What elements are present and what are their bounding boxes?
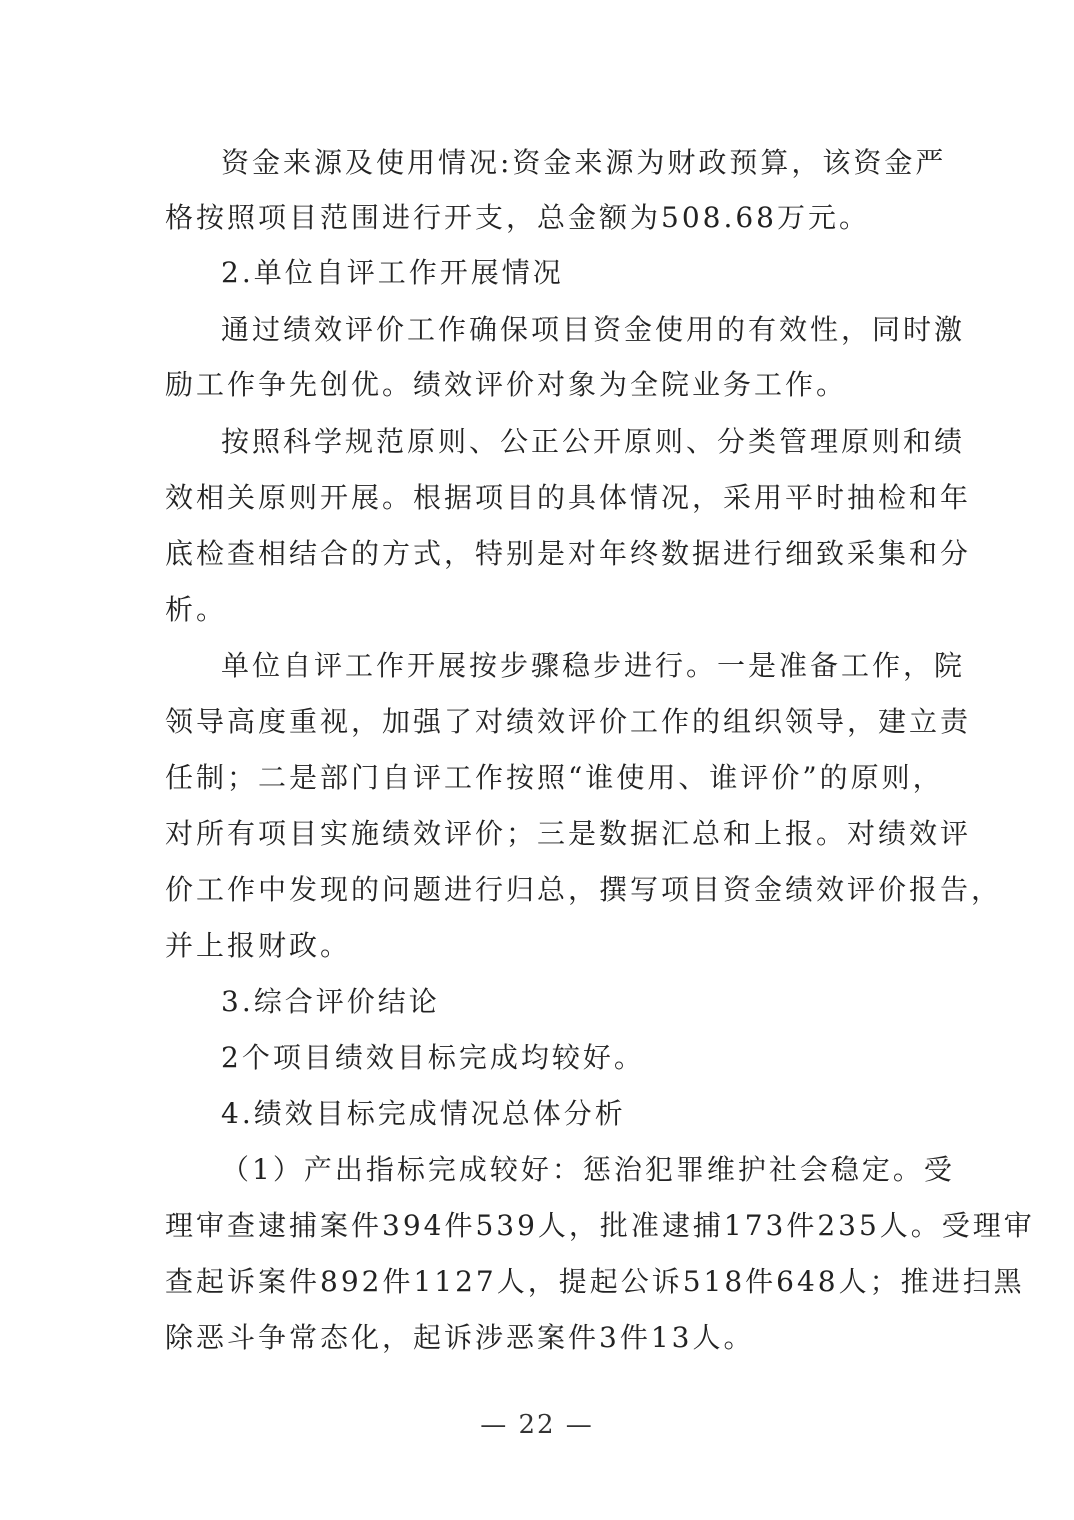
body-text-line: 励工作争先创优。绩效评价对象为全院业务工作。 <box>165 368 848 401</box>
body-text-line: 析。 <box>165 593 228 626</box>
section-heading: 4.绩效目标完成情况总体分析 <box>221 1097 626 1130</box>
body-text-line: 并上报财政。 <box>165 929 352 962</box>
body-text-line: 价工作中发现的问题进行归总，撰写项目资金绩效评价报告， <box>165 873 1003 906</box>
body-text-line: 通过绩效评价工作确保项目资金使用的有效性，同时激 <box>221 313 966 346</box>
body-text-line: （1）产出指标完成较好：惩治犯罪维护社会稳定。受 <box>221 1153 955 1186</box>
body-text-line: 理审查逮捕案件394件539人，批准逮捕173件235人。受理审 <box>165 1209 1035 1242</box>
body-text-line: 格按照项目范围进行开支，总金额为508.68万元。 <box>165 201 870 234</box>
body-text-line: 底检查相结合的方式，特别是对年终数据进行细致采集和分 <box>165 537 972 570</box>
body-text-line: 2个项目绩效目标完成均较好。 <box>221 1041 645 1074</box>
body-text-line: 查起诉案件892件1127人，提起公诉518件648人；推进扫黑 <box>165 1265 1025 1298</box>
body-text-line: 资金来源及使用情况:资金来源为财政预算，该资金严 <box>221 146 947 179</box>
body-text-line: 任制；二是部门自评工作按照“谁使用、谁评价”的原则， <box>165 761 944 794</box>
page-number: — 22 — <box>480 1410 594 1440</box>
body-text-line: 效相关原则开展。根据项目的具体情况，采用平时抽检和年 <box>165 481 972 514</box>
body-text-line: 单位自评工作开展按步骤稳步进行。一是准备工作，院 <box>221 649 966 682</box>
body-text-line: 按照科学规范原则、公正公开原则、分类管理原则和绩 <box>221 425 966 458</box>
body-text-line: 除恶斗争常态化，起诉涉恶案件3件13人。 <box>165 1321 755 1354</box>
body-text-line: 领导高度重视，加强了对绩效评价工作的组织领导，建立责 <box>165 705 972 738</box>
section-heading: 3.综合评价结论 <box>221 985 440 1018</box>
body-text-line: 对所有项目实施绩效评价；三是数据汇总和上报。对绩效评 <box>165 817 972 850</box>
section-heading: 2.单位自评工作开展情况 <box>221 256 564 289</box>
